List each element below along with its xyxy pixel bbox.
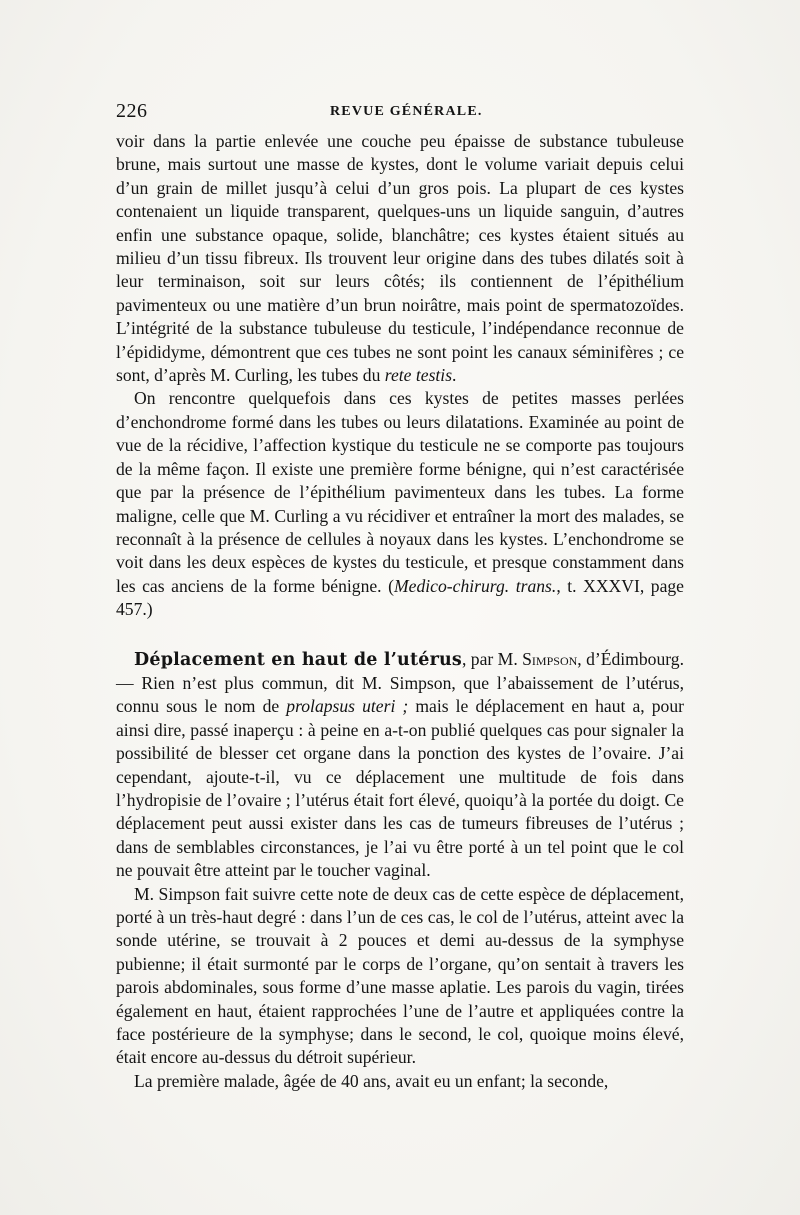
author-name: Simpson [522,648,578,669]
paragraph-simpson-cases-text: M. Simpson fait suivre cette note de deux cas de cette espèce de déplacement, porté à un très-haut degré : dans l’un de ces cas, le col de l’utérus, atteint avec la sonde utérine, se trouvait à 2 pouces et demi au-dessus de la symphyse pubienne; il était surmonté par le corps de l’organe, qu’on sentait à travers les parois abdominales, sous forme d’une masse aplatie. Les parois du vagin, tirées également en haut, étaient rapprochées l’une de l’autre et appliquées contre la face postérieure de la symphyse; dans le second, le col, quoique moins élevé, était encore au-dessus du détroit supérieur. [116,883,684,1068]
paragraph-simpson-cases [116,883,684,1070]
paragraph-enchondrome-text: On rencontre quelquefois dans ces kystes de petites masses perlées d’enchondrome formé dans les tubes ou leurs dilatations. Examinée au point de vue de la récidive, l’affection kystique du testicule ne se comporte pas toujours de la même façon. Il existe une première forme bénigne, qui n’est caractérisée que par la présence de l’épithélium pavimenteux dans les tubes. La forme maligne, celle que M. Curling a vu récidiver et entraîner la mort des malades, se reconnaît à la présence de cellules à noyaux dans les kystes. L’enchondrome se voit dans les deux espèces de kystes du testicule, et presque constamment dans les cas anciens de la forme bénigne. ( [116,388,684,596]
paragraph-premiere-malade-text: La première malade, âgée de 40 ans, avait eu un enfant; la seconde, [134,1070,609,1091]
page-number: 226 [116,100,148,122]
running-title: REVUE GÉNÉRALE. [330,104,483,119]
paragraph-deplacement-end: mais le déplacement en haut a, pour ainsi dire, passé inaperçu : à peine en a-t-on publié quelques cas pour signaler la possibilité de blesser cet organe dans la ponction des kystes de l’ovaire. J’ai cependant, ajoute-t-il, vu ce déplacement une multitude de fois dans l’hydropisie de l’ovaire ; l’utérus était fort élevé, quoiqu’à la portée du doigt. Ce déplacement peut aussi exister dans les cas de tumeurs fibreuses de l’utérus ; dans de semblables circonstances, je l’ai vu être porté à un tel point que le col ne pouvait être atteint par le toucher vaginal. [116,696,685,881]
heading-separator: , par M. [461,648,523,669]
paragraph-enchondrome [116,387,684,621]
page-header [116,100,684,124]
paragraph-deplacement [116,648,684,883]
paragraph-kystes [116,130,684,387]
paragraph-kystes-end: . [452,365,457,386]
paragraph-premiere-malade [116,1070,684,1093]
citation-italic: Medico-chirurg. trans. [394,575,557,596]
section-heading: Déplacement en haut de l’utérus [134,649,462,670]
paragraph-kystes-text: voir dans la partie enlevée une couche peu épaisse de substance tubuleuse brune, mais surtout une masse de kystes, dont le volume variait depuis celui d’un grain de millet jusqu’à celui d’un gros pois. La plupart de ces kystes contenaient un liquide transparent, quelques-uns un liquide sanguin, d’autres enfin une substance opaque, solide, blanchâtre; ces kystes étaient situés au milieu d’un tissu fibreux. Ils trouvent leur origine dans des tubes dilatés soit à leur terminaison, soit sur leurs côtés; ils contiennent de l’épithélium pavimenteux ou une matière d’un brun noirâtre, mais point de spermatozoïdes. L’intégrité de la substance tubuleuse du testicule, l’indépendance reconnue de l’épididyme, démontrent que ces tubes ne sont point les canaux séminifères ; ce sont, d’après M. Curling, les tubes du [116,131,684,386]
section-gap [116,622,684,648]
rete-testis-italic: rete testis [384,365,453,386]
paragraph-deplacement-text: , d’Édimbourg. — Rien n’est plus commun, dit M. Simpson, que l’abaissement de l’utérus, connu sous le nom de [116,648,684,717]
paragraph-enchondrome-end: , t. XXXVI, page 457.) [116,575,684,620]
prolapsus-italic: prolapsus uteri ; [286,696,409,717]
body-text [116,130,684,1093]
